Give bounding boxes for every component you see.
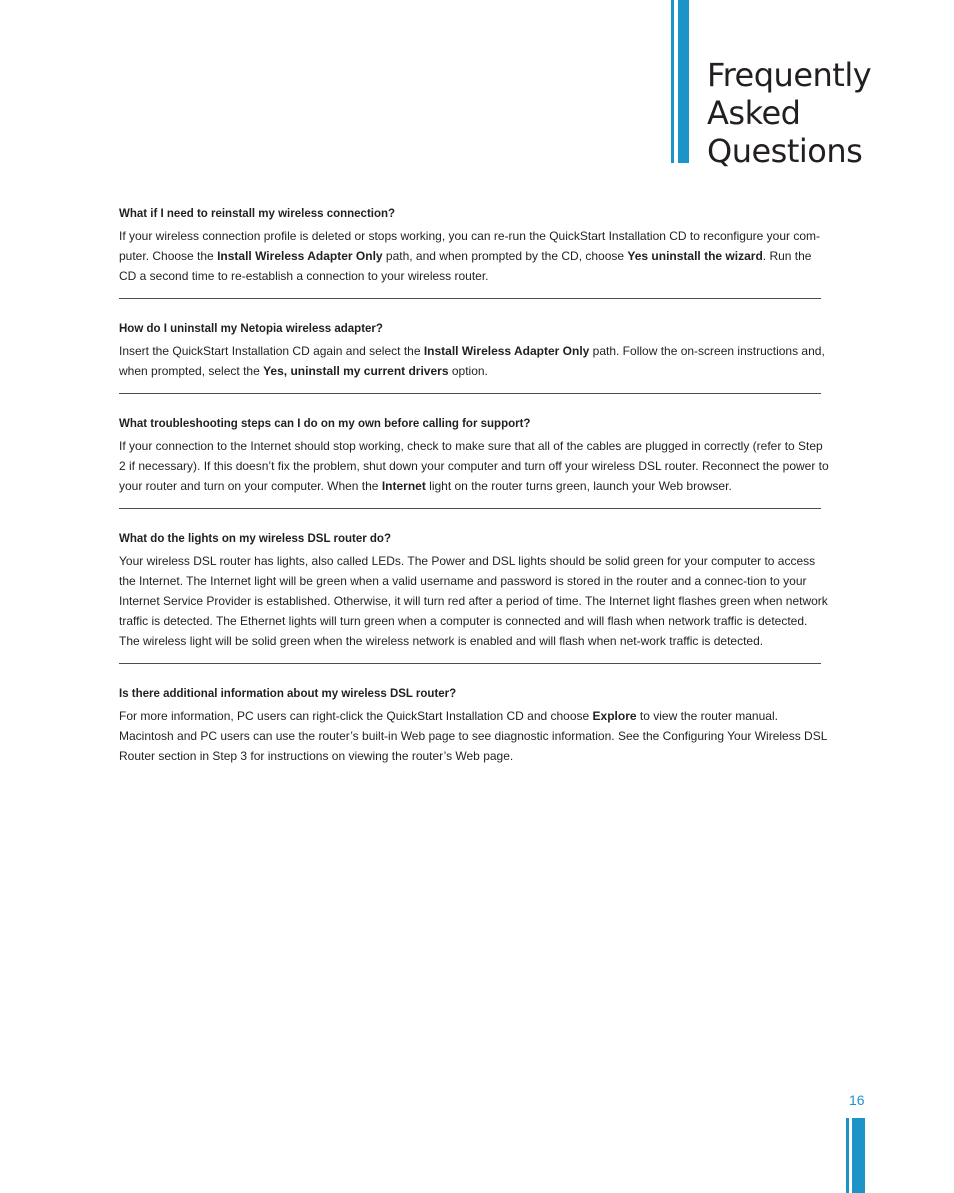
page-title-line: Asked [707,94,801,132]
page-number: 16 [849,1092,865,1108]
emphasis-text: Yes uninstall the wizard [627,249,763,263]
faq-item [119,416,829,509]
emphasis-text: Internet [381,479,426,493]
accent-bar-top-thin [671,0,674,163]
faq-item [119,686,829,766]
faq-question: Is there additional information about my wireless DSL router? [119,688,457,700]
faq-question: How do I uninstall my Netopia wireless adapter? [119,323,383,335]
faq-item [119,531,829,664]
emphasis-text: Install Wireless Adapter Only [217,249,383,263]
divider [119,663,821,664]
emphasis-text: Install Wireless Adapter Only [423,344,590,358]
accent-bar-top-thick [678,0,689,163]
divider [119,393,821,394]
faq-question: What if I need to reinstall my wireless connection? [119,208,396,220]
faq-answer: Your wireless DSL router has lights, also called LEDs. The Power and DSL lights should be solid green for your computer to access the Internet. The Internet light will be green when a valid username and password is stored in the router and a connec-tion to your Internet Service Provider is established. Otherwise, it will turn red after a period of time. The Internet light flashes green when network traffic is detected. The Ethernet lights will turn green when a computer is connected and will flash when network traffic is detected. The wireless light will be solid green when the wireless network is enabled and will flash when net-work traffic is detected. [119,554,828,648]
page-title [707,56,947,170]
page-title-line: Frequently [707,56,872,94]
faq-answer: If your wireless connection profile is deleted or stops working, you can re-run the QuickStart Installation CD to reconfigure your com-puter. Choose the Install Wireless Adapter Only path, and when prompted by the CD, choose Yes uninstall the wizard. Run the CD a second time to re-establish a connection to your wireless router. [119,229,820,283]
faq-list [119,206,829,766]
faq-question: What troubleshooting steps can I do on my own before calling for support? [119,418,531,430]
page-title-line: Questions [707,132,863,170]
accent-bar-bottom-thin [846,1118,849,1193]
faq-answer: Insert the QuickStart Installation CD again and select the Install Wireless Adapter Only path. Follow the on-screen instructions and, when prompted, select the Yes, uninstall my current drivers option. [119,344,825,378]
faq-answer: For more information, PC users can right-click the QuickStart Installation CD and choose Explore to view the router manual. Macintosh and PC users can use the router’s built-in Web page to see diagnostic information. See the Configuring Your Wireless DSL Router section in Step 3 for instructions on viewing the router’s Web page. [119,709,827,763]
faq-answer: If your connection to the Internet should stop working, check to make sure that all of the cables are plugged in correctly (refer to Step 2 if necessary). If this doesn’t fix the problem, shut down your computer and turn off your wireless DSL router. Reconnect the power to your router and turn on your computer. When the Internet light on the router turns green, launch your Web browser. [119,439,829,493]
accent-bar-bottom-thick [852,1118,865,1193]
faq-item [119,206,829,299]
divider [119,508,821,509]
divider [119,298,821,299]
faq-item [119,321,829,394]
emphasis-text: Yes, uninstall my current drivers [263,364,449,378]
emphasis-text: Explore [592,709,637,723]
faq-question: What do the lights on my wireless DSL router do? [119,533,391,545]
